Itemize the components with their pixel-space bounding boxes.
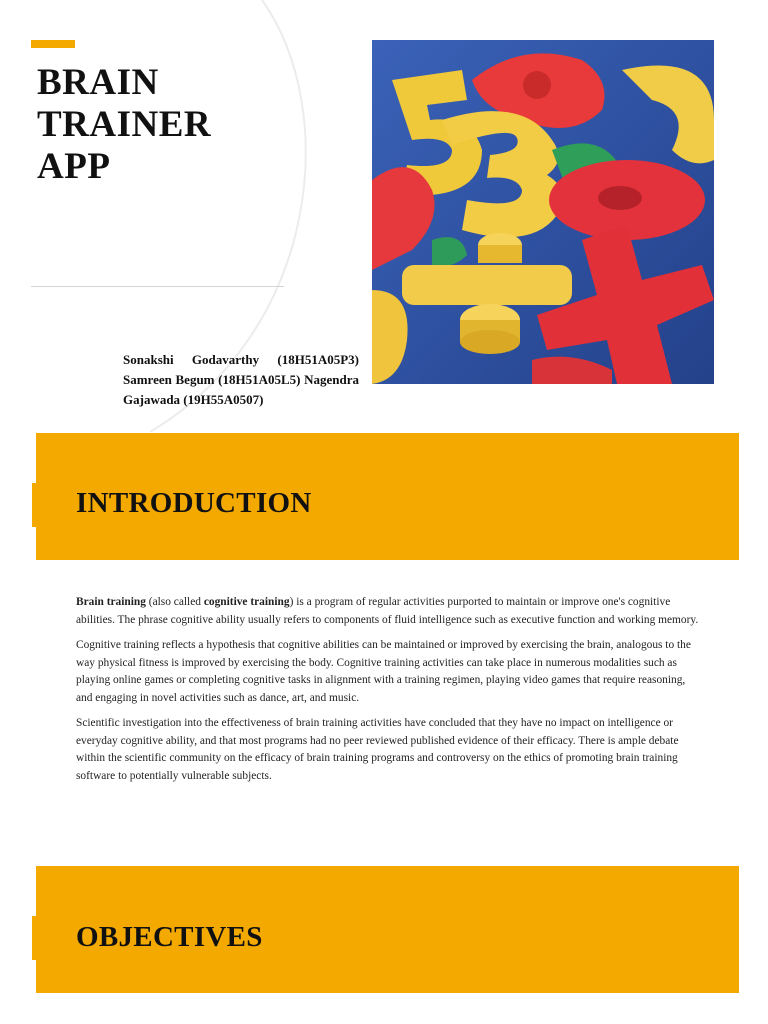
title-line: BRAIN (37, 62, 159, 103)
intro-paragraph-2: Cognitive training reflects a hypothesis that cognitive abilities can be maintained or improved by exercising the brain, analogous to the way physical fitness is improved by exercising the body. Cognitive training activities can take place in numerous modalities such as playing online games or completing cognitive tasks in alignment with a training regimen, playing video games that require reasoning, and engaging in novel activities such as dance, art, and music. (76, 639, 691, 704)
introduction-banner (36, 433, 739, 560)
banner-tab (32, 916, 36, 960)
text-run: (also called (145, 596, 204, 608)
title-slide (0, 0, 768, 432)
text-run: ) is a program of regular activities purported to maintain or improve one's cognitive abilities. The phrase cognitive ability usually refers to components of fluid intelligence such as executive function and working memory. (76, 596, 699, 626)
term-brain-training: Brain training (76, 596, 146, 608)
objectives-banner (36, 866, 739, 993)
author-list: Sonakshi Godavarthy (18H51A05P3) Samreen Begum (18H51A05L5) Nagendra Gajawada (19H55A0507) (123, 352, 359, 407)
title-line: APP (37, 146, 111, 187)
divider (31, 286, 284, 287)
introduction-heading: INTRODUCTION (76, 487, 312, 519)
introduction-body (76, 594, 704, 793)
page-title (37, 62, 211, 188)
numbers-photo (372, 40, 714, 384)
title-line: TRAINER (37, 104, 212, 145)
intro-paragraph-1 (76, 594, 704, 629)
intro-paragraph-3: Scientific investigation into the effectiveness of brain training activities have concluded that they have no impact on intelligence or everyday cognitive ability, and that most programs had no peer reviewed published evidence of their efficacy. There is ample debate within the scientific community on the efficacy of brain training programs and controversy on the ethics of promoting brain training software to potentially vulnerable subjects. (76, 717, 679, 782)
banner-tab (32, 483, 36, 527)
accent-bar (31, 40, 75, 48)
term-cognitive-training: cognitive training (203, 596, 290, 608)
objectives-heading: OBJECTIVES (76, 921, 263, 953)
